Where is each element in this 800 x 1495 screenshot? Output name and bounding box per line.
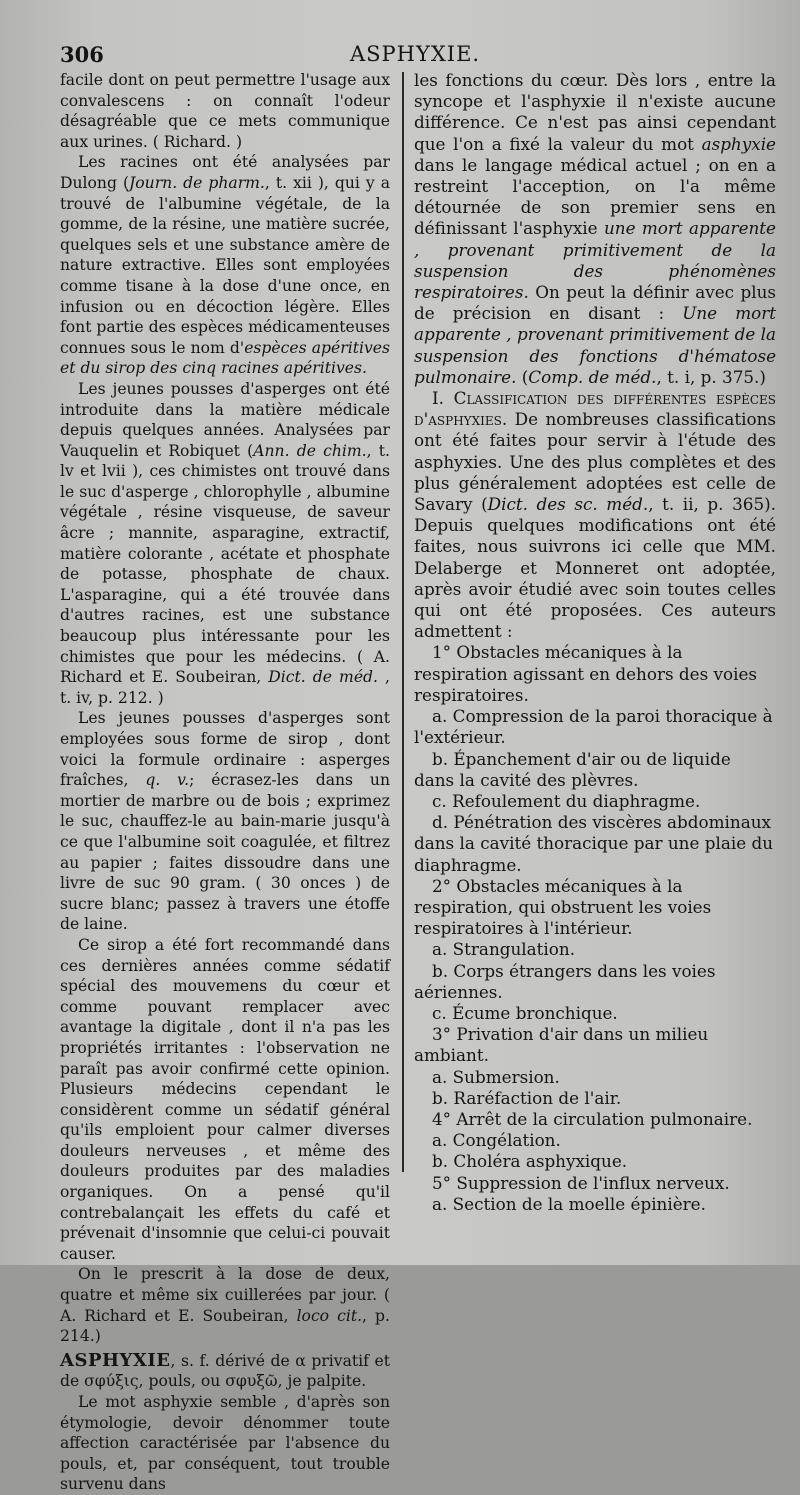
page-header bbox=[60, 42, 780, 72]
list-item: a. Section de la moelle épinière. bbox=[432, 1193, 706, 1214]
list-item: c. Écume bronchique. bbox=[432, 1002, 618, 1023]
paragraph: Les jeunes pousses d'asperges sont employées sous forme de sirop , dont voici la formule ordinaire : asperges fraîches, q. v.; écrasez-les dans un mortier de marbre ou de bois ; exprimez le suc, chauffez-le au bain-marie jusqu'à ce que l'albumine soit coagulée, et filtrez au papier ; faites dissoudre dans une livre de suc 90 gram. ( 30 onces ) de sucre blanc; passez à travers une étoffe de laine. bbox=[60, 709, 390, 934]
paragraph: On le prescrit à la dose de deux, quatre et même six cuillerées par jour. ( A. Richard et E. Soubeiran, loco cit., p. 214.) bbox=[60, 1265, 390, 1346]
list-item: 5° Suppression de l'influx nerveux. bbox=[432, 1172, 730, 1193]
column-divider bbox=[402, 72, 404, 1172]
list-item: 2° Obstacles mécaniques à la respiration, qui obstruent les voies respiratoires à l'intérieur. bbox=[414, 875, 712, 939]
list-item: a. Submersion. bbox=[432, 1066, 560, 1087]
list-item: b. Choléra asphyxique. bbox=[432, 1151, 628, 1172]
list-item: a. Compression de la paroi thoracique à l'extérieur. bbox=[414, 706, 773, 748]
paragraph: Ce sirop a été fort recommandé dans ces dernières années comme sédatif spécial des mouvemens du cœur et comme pouvant remplacer avec avantage la digitale , dont il n'a pas les propriétés irritantes : l'observation ne paraît pas avoir confirmé cette opinion. Plusieurs médecins cependant le considèrent comme un sédatif général qu'ils emploient pour calmer diverses douleurs nerveuses , et même des douleurs produites par des maladies organiques. On a pensé qu'il contrebalançait les effets du café et prévenait d'insomnie que celui-ci pouvait causer. bbox=[60, 935, 390, 1263]
entry-headword: ASPHYXIE bbox=[60, 1349, 171, 1371]
paragraph: Les racines ont été analysées par Dulong (Journ. de pharm., t. xii ), qui y a trouvé de l'albumine végétale, de la gomme, de la résine, une matière sucrée, quelques sels et une substance amère de nature extractive. Elles sont employées comme tisane à la dose d'une once, en infusion ou en décoction légère. Elles font partie des espèces médicamenteuses connues sous le nom d'espèces apéritives et du sirop des cinq racines apéritives. bbox=[60, 153, 390, 378]
paragraph: Le mot asphyxie semble , d'après son étymologie, devoir dénommer toute affection caractérisée par l'absence du pouls, et, par conséquent, tout trouble survenu dans bbox=[60, 1393, 390, 1494]
list-item: c. Refoulement du diaphragme. bbox=[432, 790, 701, 811]
paragraph: Les jeunes pousses d'asperges ont été introduite dans la matière médicale depuis quelques années. Analysées par Vauquelin et Robiquet (Ann. de chim., t. lv et lvii ), ces chimistes ont trouvé dans le suc d'asperge , chlorophylle , albumine végétale , résine visqueuse, de saveur âcre ; mannite, asparagine, extractif, matière colorante , acétate et phosphate de potasse, phosphate de chaux. L'asparagine, qui a été trouvée dans d'autres racines, est une substance beaucoup plus intéressante pour les chimistes que pour les médecins. ( A. Richard et E. Soubeiran, Dict. de méd. , t. iv, p. 212. ) bbox=[60, 379, 390, 707]
dictionary-entry: ASPHYXIE, s. f. dérivé de α privatif et de σφύξις, pouls, ou σφυξῶ, je palpite. bbox=[60, 1349, 390, 1391]
paragraph: facile dont on peut permettre l'usage aux convalescens : on connaît l'odeur désagréable que ce mets communique aux urines. ( Richard. ) bbox=[60, 71, 390, 151]
list-item: 1° Obstacles mécaniques à la respiration agissant en dehors des voies respiratoires. bbox=[414, 642, 758, 705]
left-column bbox=[60, 70, 390, 1495]
list-item: b. Raréfaction de l'air. bbox=[432, 1087, 622, 1108]
page-number: 306 bbox=[60, 42, 104, 67]
list-item: d. Pénétration des viscères abdominaux dans la cavité thoracique par une plaie du diaphragme. bbox=[414, 812, 774, 875]
list-item: 4° Arrêt de la circulation pulmonaire. bbox=[432, 1108, 753, 1129]
list-item: 3° Privation d'air dans un milieu ambiant. bbox=[414, 1024, 709, 1066]
list-item: b. Corps étrangers dans les voies aériennes. bbox=[414, 960, 716, 1002]
paragraph: les fonctions du cœur. Dès lors , entre la syncope et l'asphyxie il n'existe aucune différence. Ce n'est pas ainsi cependant que l'on a fixé la valeur du mot asphyxie dans le langage médical actuel ; on en a restreint l'acception, on l'a même détournée de son premier sens en définissant l'asphyxie une mort apparente , provenant primitivement de la suspension des phénomènes respiratoires. On peut la définir avec plus de précision en disant : Une mort apparente , provenant primitivement de la suspension des fonctions d'hématose pulmonaire. (Comp. de méd., t. i, p. 375.) bbox=[414, 70, 777, 387]
list-item: a. Congélation. bbox=[432, 1130, 561, 1151]
list-item: a. Strangulation. bbox=[432, 939, 576, 960]
section-heading: I. Classification des différentes espèces d'asphyxies. bbox=[414, 388, 776, 430]
list-item: b. Épanchement d'air ou de liquide dans la cavité des plèvres. bbox=[414, 748, 731, 790]
right-column bbox=[414, 70, 776, 1215]
section-paragraph: I. Classification des différentes espèces d'asphyxies. De nombreuses classifications ont été faites pour servir à l'étude des asphyxies. Une des plus complètes et des plus généralement adoptées est celle de Savary (Dict. des sc. méd., t. ii, p. 365). Depuis quelques modifications ont été faites, nous suivrons ici celle que MM. Delaberge et Monneret ont adoptée, après avoir étudié avec soin toutes celles qui ont été proposées. Ces auteurs admettent : bbox=[414, 388, 777, 642]
running-title: ASPHYXIE. bbox=[350, 42, 481, 66]
